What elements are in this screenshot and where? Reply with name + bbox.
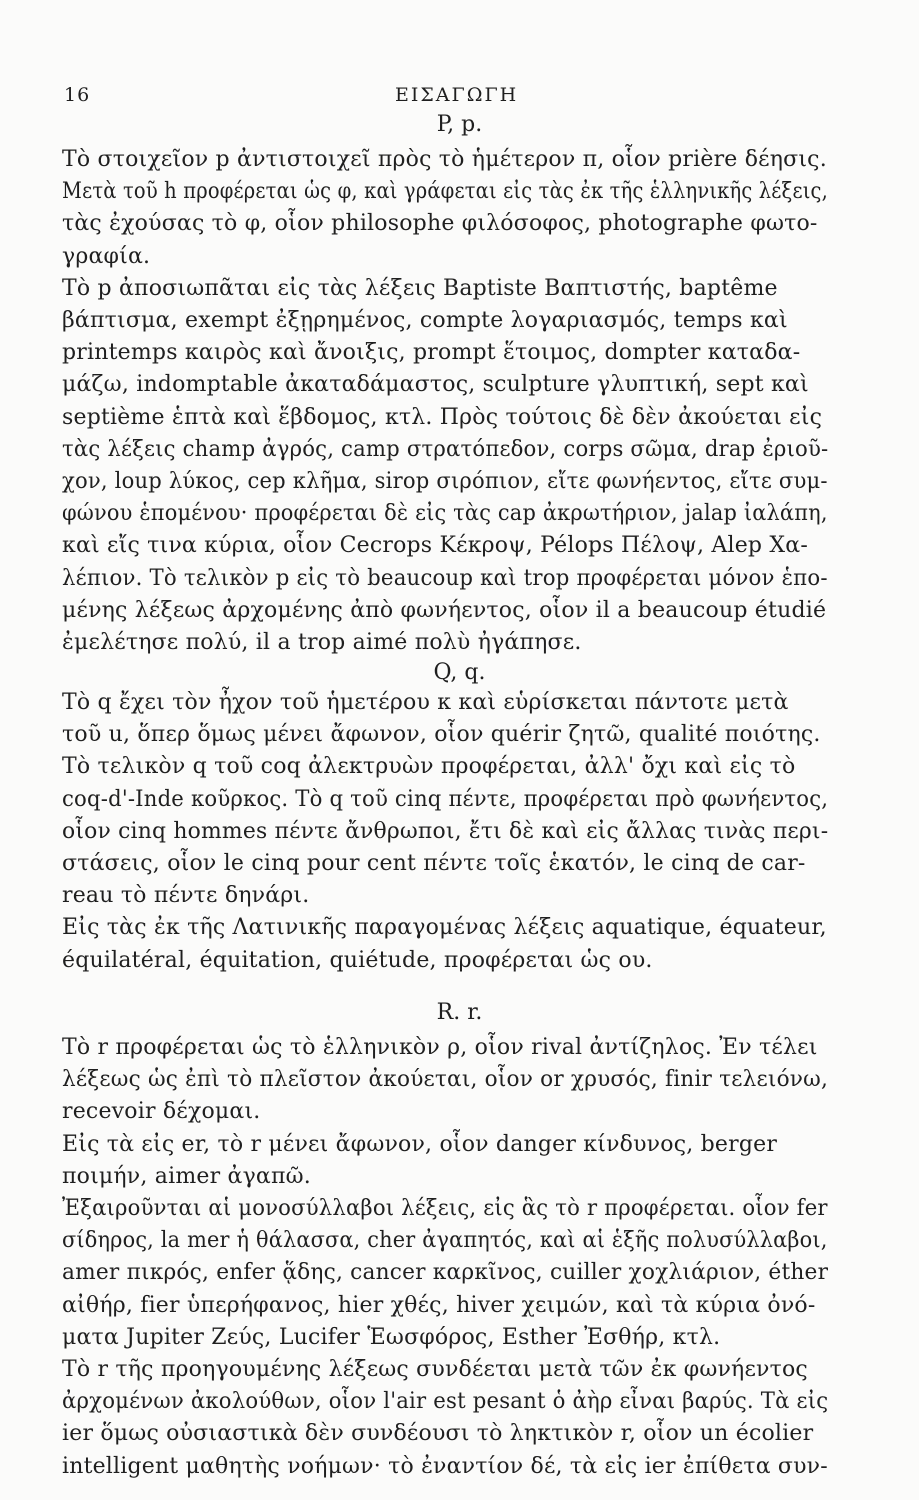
text-line: ἀρχομένων ἀκολούθων, οἷον l'air est pesant ὁ ἀὴρ εἶναι βαρύς. Τὰ εἰς — [62, 1389, 829, 1415]
text-line: équilatéral, équitation, quiétude, προφέρεται ὡς ου. — [62, 947, 653, 973]
text-line: Τὸ p ἀποσιωπᾶται εἰς τὰς λέξεις Baptiste Βαπτιστής, baptême — [62, 275, 778, 301]
text-line: λέπιον. Τὸ τελικὸν p εἰς τὸ beaucoup καὶ trop προφέρεται μόνον ἑπο- — [62, 565, 828, 591]
text-line: Τὸ q ἔχει τὸν ἦχον τοῦ ἡμετέρου κ καὶ εὑρίσκεται πάντοτε μετὰ — [62, 690, 789, 715]
text-line: ματα Jupiter Ζεύς, Lucifer Ἑωσφόρος, Esther Ἐσθήρ, κτλ. — [62, 1324, 721, 1350]
text-line: αἰθήρ, fier ὑπερήφανος, hier χθές, hiver χειμών, καὶ τὰ κύρια ὀνό- — [62, 1292, 816, 1318]
text-line: χον, loup λύκος, cep κλῆμα, sirop σιρόπιον, εἴτε φωνήεντος, εἴτε συμ- — [62, 469, 828, 494]
text-line: τὰς λέξεις champ ἀγρός, camp στρατόπεδον, corps σῶμα, drap ἐριοῦ- — [62, 436, 829, 462]
text-line: φώνου ἑπομένου· προφέρεται δὲ εἰς τὰς cap ἀκρωτήριον, jalap ἰαλάπη, — [62, 501, 828, 527]
text-line: γραφία. — [62, 243, 151, 269]
text-line: μάζω, indomptable ἀκαταδάμαστος, sculpture γλυπτική, sept καὶ — [62, 372, 809, 398]
text-line: coq-d'-Inde κοῦρκος. Τὸ q τοῦ cinq πέντε, προφέρεται πρὸ φωνήεντος, — [62, 786, 829, 812]
text-line: μένης λέξεως ἀρχομένης ἀπὸ φωνήεντος, οἷον il a beaucoup étudié — [62, 597, 827, 623]
text-line: Ἐξαιροῦνται αἱ μονοσύλλαβοι λέξεις, εἰς ἃς τὸ r προφέρεται. οἷον fer — [62, 1196, 828, 1221]
text-line: ἐμελέτησε πολύ, il a trop aimé πολὺ ἠγάπησε. — [62, 630, 582, 655]
text-line: στάσεις, οἷον le cinq pour cent πέντε τοῖς ἑκατόν, le cinq de car- — [62, 851, 806, 876]
text-line: λέξεως ὡς ἐπὶ τὸ πλεῖστον ἀκούεται, οἷον or χρυσός, finir τελειόνω, — [62, 1067, 829, 1093]
text-line: σίδηρος, la mer ἡ θάλασσα, cher ἀγαπητός, καὶ αἱ ἑξῆς πολυσύλλαβοι, — [62, 1228, 828, 1254]
text-line: Μετὰ τοῦ h προφέρεται ὡς φ, καὶ γράφεται εἰς τὰς ἐκ τῆς ἑλληνικῆς λέξεις, — [62, 179, 828, 205]
text-line: amer πικρός, enfer ᾅδης, cancer καρκῖνος, cuiller χοχλιάριον, éther — [62, 1260, 829, 1286]
text-line: οἷον cinq hommes πέντε ἄνθρωποι, ἔτι δὲ καὶ εἰς ἄλλας τινὰς περι- — [62, 818, 829, 844]
running-title: ΕΙΣΑΓΩΓΗ — [395, 84, 519, 106]
text-line: Τὸ τελικὸν q τοῦ coq ἀλεκτρυὼν προφέρεται, ἀλλ' ὄχι καὶ εἰς τὸ — [62, 754, 796, 780]
section-heading-p: P, p. — [436, 112, 483, 137]
text-line: Εἰς τὰς ἐκ τῆς Λατινικῆς παραγομένας λέξεις aquatique, équateur, — [62, 915, 827, 941]
text-line: τοῦ u, ὅπερ ὅμως μένει ἄφωνον, οἷον quérir ζητῶ, qualité ποιότης. — [62, 722, 821, 748]
text-line: Τὸ στοιχεῖον p ἀντιστοιχεῖ πρὸς τὸ ἡμέτερον π, οἷον prière δέησις. — [62, 147, 827, 172]
text-line: printemps καιρὸς καὶ ἄνοιξις, prompt ἕτοιμος, dompter καταδα- — [62, 340, 801, 366]
text-line: βάπτισμα, exempt ἐξῃρημένος, compte λογαριασμός, temps καὶ — [62, 308, 788, 333]
text-line: Εἰς τὰ εἰς er, τὸ r μένει ἄφωνον, οἷον danger κίνδυνος, berger — [62, 1131, 778, 1157]
text-line: ier ὅμως οὐσιαστικὰ δὲν συνδέουσι τὸ ληκτικὸν r, οἷον un écolier — [62, 1421, 814, 1447]
section-heading-q: Q, q. — [433, 660, 486, 685]
text-line: ποιμήν, aimer ἀγαπῶ. — [62, 1163, 311, 1189]
text-line: τὰς ἐχούσας τὸ φ, οἷον philosophe φιλόσοφος, photographe φωτο- — [62, 211, 818, 237]
page-number: 16 — [64, 84, 91, 106]
section-heading-r: R. r. — [436, 1000, 483, 1025]
text-line: reau τὸ πέντε δηνάρι. — [62, 883, 310, 909]
text-line: intelligent μαθητὴς νοήμων· τὸ ἐναντίον δέ, τὰ εἰς ier ἐπίθετα συν- — [62, 1453, 828, 1479]
text-line: septième ἑπτὰ καὶ ἕβδομος, κτλ. Πρὸς τούτοις δὲ δὲν ἀκούεται εἰς — [62, 404, 823, 430]
text-line: Τὸ r τῆς προηγουμένης λέξεως συνδέεται μετὰ τῶν ἐκ φωνήεντος — [62, 1357, 808, 1382]
text-line: καὶ εἴς τινα κύρια, οἷον Cecrops Κέκροψ, Pélops Πέλοψ, Alep Χα- — [62, 533, 808, 559]
text-line: Τὸ r προφέρεται ὡς τὸ ἑλληνικὸν ρ, οἷον rival ἀντίζηλος. Ἐν τέλει — [62, 1035, 818, 1060]
text-line: recevoir δέχομαι. — [62, 1099, 261, 1125]
